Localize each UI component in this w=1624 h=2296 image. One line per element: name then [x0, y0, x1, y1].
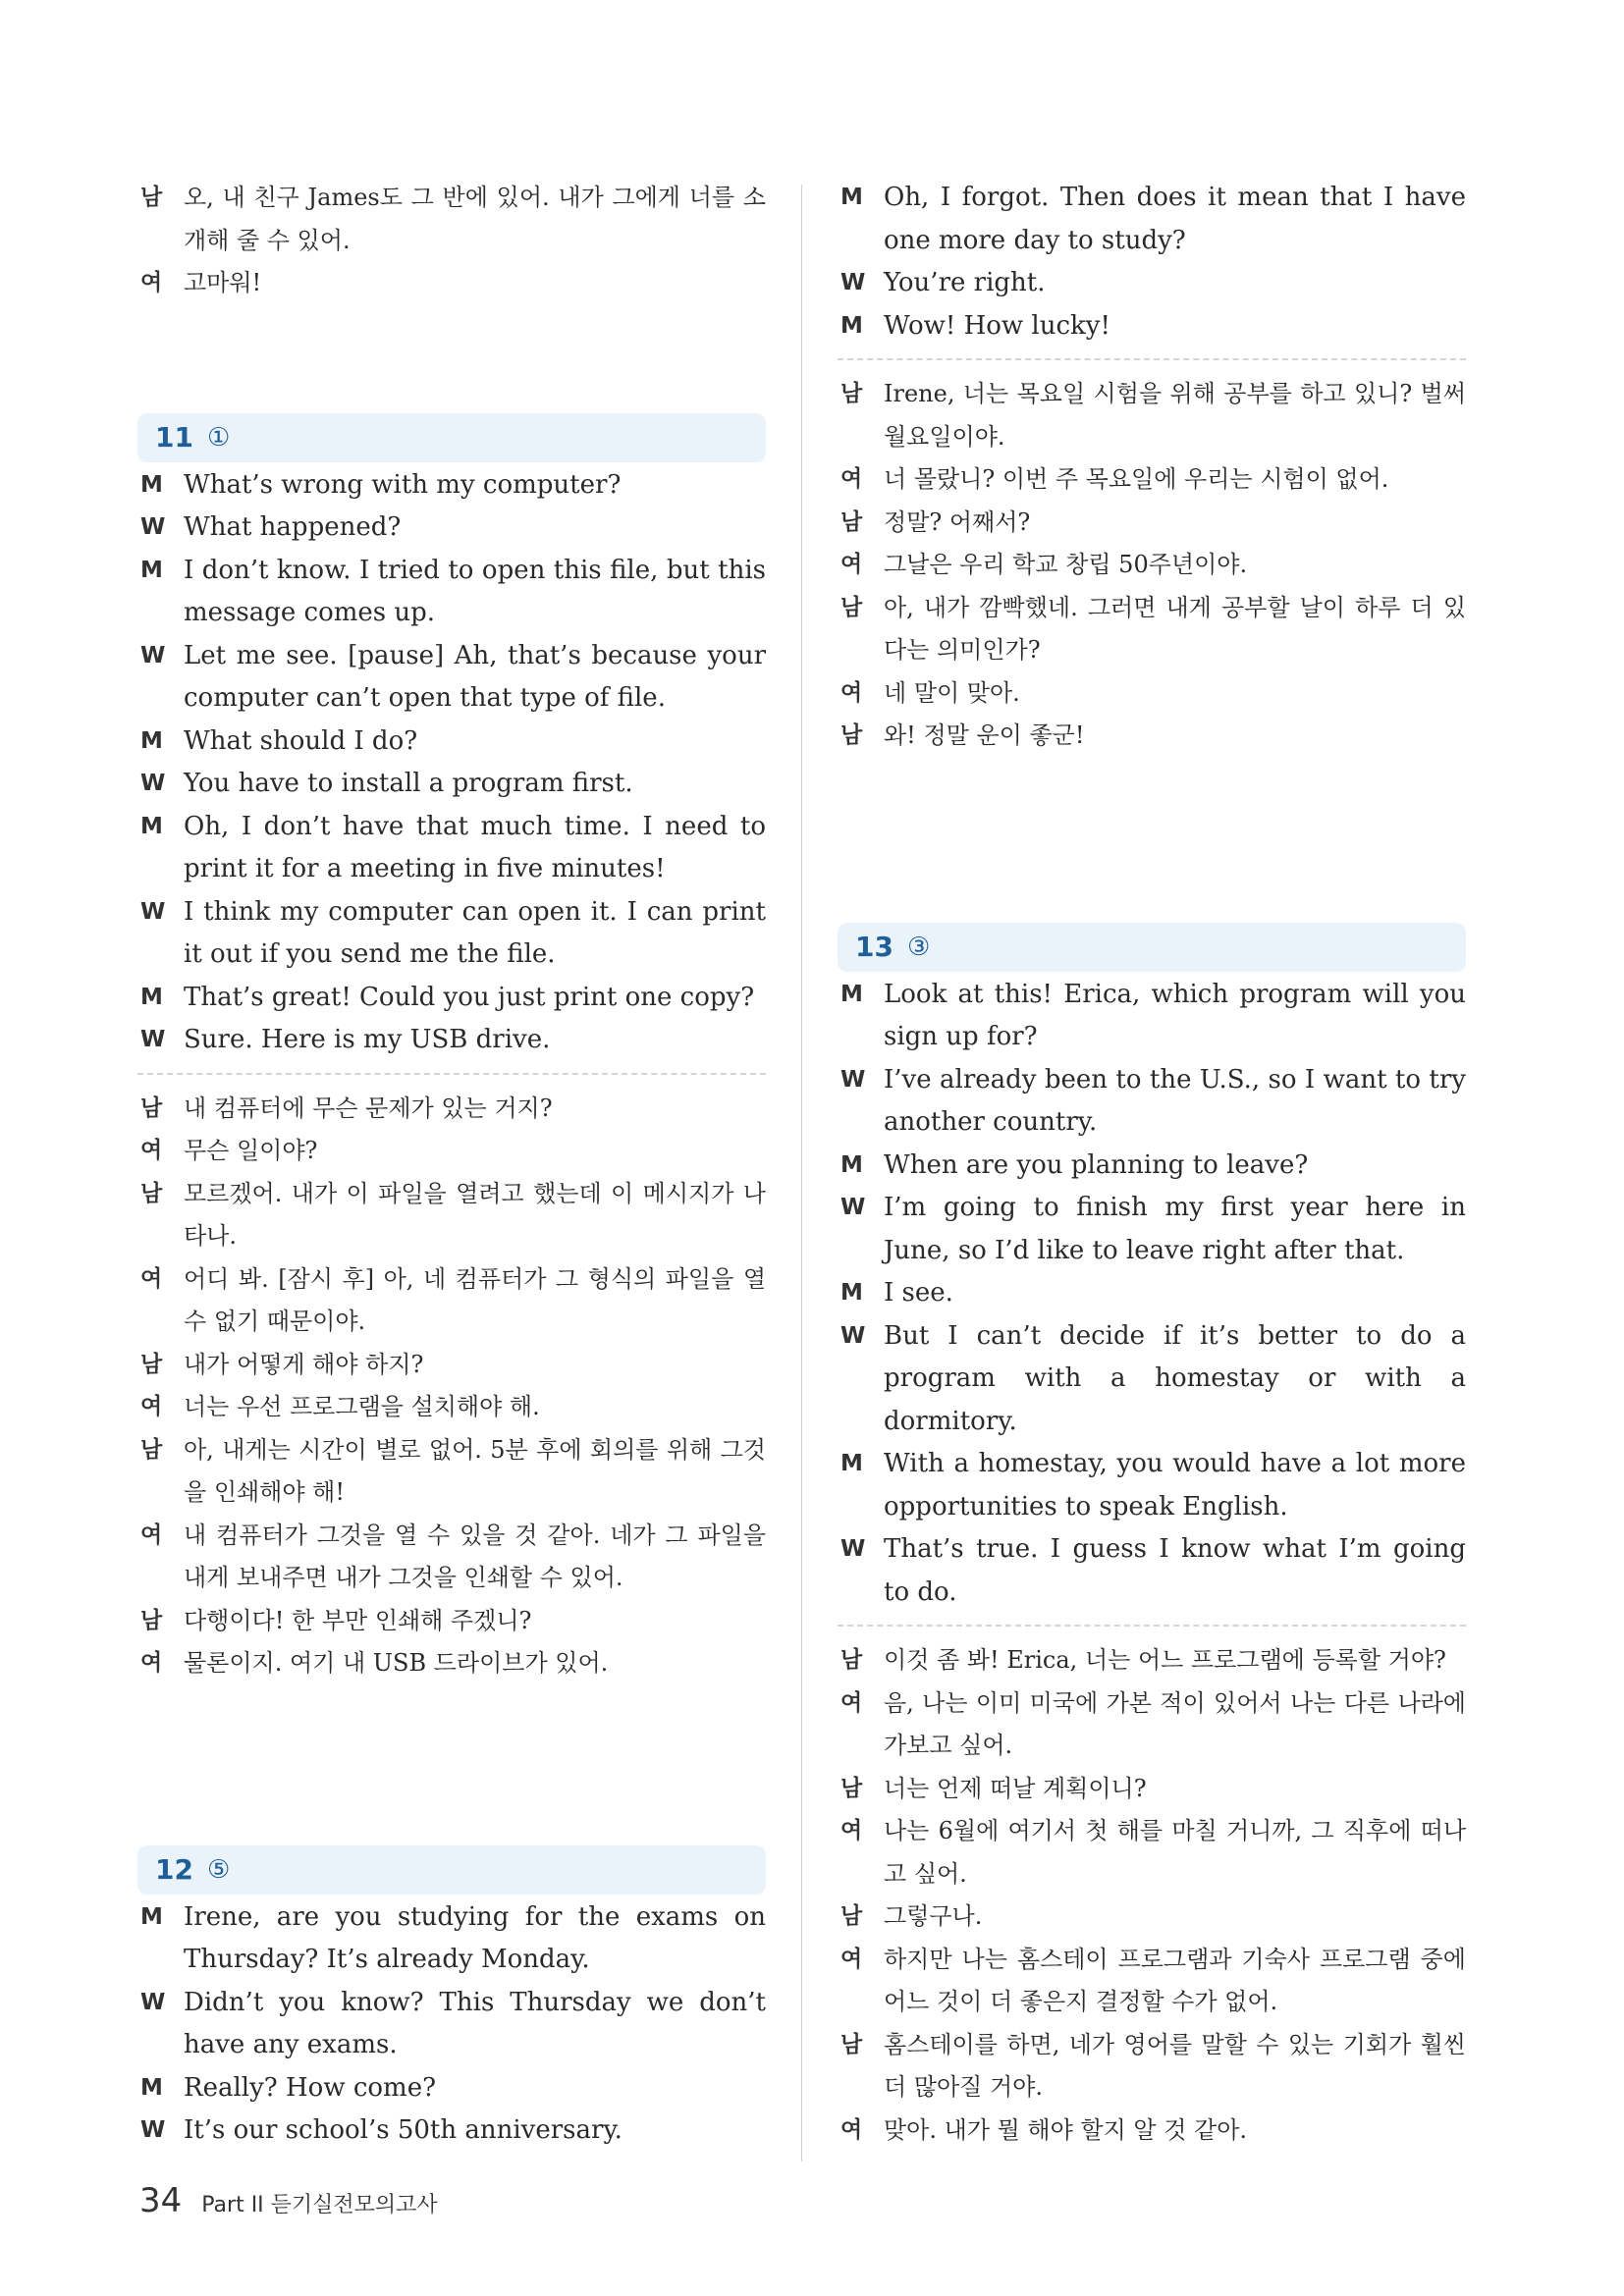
speaker-label: W [140, 2117, 166, 2143]
dialogue-line [137, 507, 766, 550]
dialogue-text: I think my computer can open it. I can print it out if you send me the file. [184, 896, 766, 969]
speaker-label: 남 [840, 381, 863, 406]
speaker-label: M [840, 185, 863, 210]
speaker-label: M [140, 984, 163, 1010]
speaker-label: M [840, 1280, 863, 1306]
dialogue-text: What should I do? [184, 725, 418, 756]
speaker-label: 남 [840, 722, 863, 748]
answer-marker: ⑤ [206, 1854, 231, 1885]
answer-marker: ① [206, 422, 231, 453]
speaker-label: 여 [140, 1138, 163, 1163]
dialogue-text: 네 말이 맞아. [884, 678, 1020, 707]
speaker-label: 남 [840, 1647, 863, 1673]
dialogue-text: Let me see. [pause] Ah, that’s because your computer can’t open that type of file. [184, 640, 766, 713]
dialogue-line [838, 587, 1466, 672]
speaker-label: W [840, 1195, 866, 1220]
dialogue-line [137, 1130, 766, 1173]
speaker-label: 남 [840, 594, 863, 620]
dialogue-text: 아, 내게는 시간이 별로 없어. 5분 후에 회의를 위해 그것을 인쇄해야 해! [184, 1435, 766, 1506]
dialogue-text: That’s true. I guess I know what I’m going to do. [884, 1534, 1466, 1607]
dialogue-line [838, 1528, 1466, 1614]
speaker-label: 여 [140, 1522, 163, 1548]
english-transcript-continued [838, 177, 1466, 347]
dialogue-text: I’ve already been to the U.S., so I want to try another country. [884, 1064, 1466, 1137]
dialogue-line [137, 550, 766, 635]
dialogue-line [838, 1810, 1466, 1896]
dialogue-line [137, 977, 766, 1020]
speaker-label: W [140, 898, 166, 925]
speaker-label: W [140, 642, 166, 668]
dialogue-line [137, 1515, 766, 1600]
dialogue-text: 너는 언제 떠날 계획이니? [884, 1774, 1147, 1802]
speaker-label: M [840, 312, 863, 339]
question-number: 12 [155, 1853, 193, 1886]
dialogue-text: I’m going to finish my first year here in June, so I’d like to leave right after that. [884, 1193, 1466, 1265]
dialogue-text: You’re right. [884, 268, 1046, 297]
dialogue-text: 내가 어떻게 해야 하지? [184, 1350, 424, 1378]
dialogue-text: 아, 내가 깜빡했네. 그러면 내게 공부할 날이 하루 더 있다는 의미인가? [884, 593, 1466, 664]
dialogue-line [838, 2024, 1466, 2109]
dialogue-line [137, 1642, 766, 1685]
dialogue-line [838, 1443, 1466, 1528]
section-divider [838, 358, 1466, 360]
dialogue-line [838, 373, 1466, 458]
question-number: 13 [855, 931, 893, 963]
dialogue-text: 와! 정말 운이 좋군! [884, 721, 1085, 749]
dialogue-text: Really? How come? [184, 2072, 437, 2103]
dialogue-line [838, 1639, 1466, 1682]
dialogue-text: Oh, I don’t have that much time. I need to print it for a meeting in five minutes! [184, 811, 766, 883]
dialogue-text: With a homestay, you would have a lot more opportunities to speak English. [884, 1449, 1466, 1522]
dialogue-text: 어디 봐. [잠시 후] 아, 네 컴퓨터가 그 형식의 파일을 열 수 없기 때문이야. [184, 1264, 766, 1335]
dialogue-line [838, 1939, 1466, 2024]
korean-translation [838, 373, 1466, 758]
dialogue-text: Irene, are you studying for the exams on Thursday? It’s already Monday. [184, 1901, 766, 1974]
speaker-label: 여 [140, 1650, 163, 1676]
dialogue-line [137, 806, 766, 891]
speaker-label: 남 [140, 1180, 163, 1206]
dialogue-text: You have to install a program first. [184, 769, 633, 798]
dialogue-line [137, 1386, 766, 1429]
speaker-label: 여 [140, 270, 163, 295]
speaker-label: 여 [840, 1946, 863, 1972]
section-divider [838, 1625, 1466, 1627]
dialogue-text: 정말? 어째서? [884, 507, 1031, 536]
dialogue-line [838, 1768, 1466, 1811]
speaker-label: W [840, 270, 866, 295]
dialogue-text: 내 컴퓨터에 무슨 문제가 있는 거지? [184, 1094, 553, 1122]
dialogue-text: Didn’t you know? This Thursday we don’t have any exams. [184, 1987, 766, 2059]
dialogue-text: Sure. Here is my USB drive. [184, 1025, 551, 1054]
dialogue-line [137, 891, 766, 977]
speaker-label: 여 [840, 679, 863, 706]
dialogue-text: 그렇구나. [884, 1902, 983, 1930]
dialogue-line [838, 305, 1466, 348]
dialogue-line [838, 974, 1466, 1059]
dialogue-text: 너 몰랐니? 이번 주 목요일에 우리는 시험이 없어. [884, 465, 1389, 493]
speaker-label: W [840, 1066, 866, 1093]
question-header-13 [838, 923, 1466, 972]
dialogue-line [838, 502, 1466, 545]
speaker-label: M [840, 1151, 863, 1178]
dialogue-text: 이것 좀 봐! Erica, 너는 어느 프로그램에 등록할 거야? [884, 1646, 1446, 1674]
dialogue-line [838, 1896, 1466, 1939]
dialogue-line [137, 1600, 766, 1643]
dialogue-line [838, 1315, 1466, 1444]
dialogue-text: 음, 나는 이미 미국에 가본 적이 있어서 나는 다른 나라에 가보고 싶어. [884, 1688, 1466, 1759]
speaker-label: 여 [140, 1265, 163, 1292]
dialogue-text: 너는 우선 프로그램을 설치해야 해. [184, 1393, 540, 1420]
dialogue-text: 나는 6월에 여기서 첫 해를 마칠 거니까, 그 직후에 떠나고 싶어. [884, 1817, 1466, 1888]
speaker-label: M [140, 557, 163, 583]
dialogue-text: Look at this! Erica, which program will you sign up for? [884, 979, 1466, 1051]
dialogue-line [838, 1682, 1466, 1768]
speaker-label: M [840, 981, 863, 1007]
dialogue-text: Oh, I forgot. Then does it mean that I have one more day to study? [884, 183, 1466, 255]
dialogue-line [137, 635, 766, 721]
dialogue-line [137, 1173, 766, 1258]
dialogue-line [137, 262, 766, 305]
dialogue-text: Wow! How lucky! [884, 310, 1110, 341]
speaker-label: W [140, 1989, 166, 2015]
dialogue-text: What’s wrong with my computer? [184, 469, 622, 500]
dialogue-text: Irene, 너는 목요일 시험을 위해 공부를 하고 있니? 벌써 월요일이야. [884, 380, 1466, 451]
speaker-label: M [140, 471, 163, 498]
korean-translation [838, 1639, 1466, 2152]
dialogue-text: 내 컴퓨터가 그것을 열 수 있을 것 같아. 네가 그 파일을 내게 보내주면 내가 그것을 인쇄할 수 있어. [184, 1521, 766, 1591]
speaker-label: M [140, 727, 163, 754]
speaker-label: M [140, 813, 163, 839]
speaker-label: 여 [140, 1394, 163, 1419]
dialogue-text: 물론이지. 여기 내 USB 드라이브가 있어. [184, 1649, 609, 1677]
dialogue-text: 그날은 우리 학교 창립 50주년이야. [884, 551, 1248, 578]
english-transcript [137, 1896, 766, 2153]
speaker-label: 여 [840, 1689, 863, 1716]
dialogue-line [838, 672, 1466, 716]
dialogue-line [137, 1019, 766, 1062]
dialogue-line [137, 2067, 766, 2110]
dialogue-text: What happened? [184, 512, 402, 542]
page-number: 34 [139, 2181, 183, 2220]
dialogue-line [838, 1059, 1466, 1145]
speaker-label: W [840, 1536, 866, 1562]
dialogue-text: 무슨 일이야? [184, 1137, 318, 1164]
dialogue-line [137, 1982, 766, 2067]
speaker-label: 남 [140, 185, 163, 210]
speaker-label: 남 [140, 1095, 163, 1121]
speaker-label: 남 [840, 2031, 863, 2057]
dialogue-text: 하지만 나는 홈스테이 프로그램과 기숙사 프로그램 중에 어느 것이 더 좋은지 결정할 수가 없어. [884, 1945, 1466, 2015]
speaker-label: W [140, 771, 166, 796]
section-divider [137, 1073, 766, 1075]
dialogue-line [137, 2109, 766, 2153]
dialogue-line [838, 2109, 1466, 2153]
right-column [838, 177, 1466, 2152]
speaker-label: 남 [140, 1351, 163, 1377]
speaker-label: M [840, 1451, 863, 1476]
speaker-label: 남 [840, 1775, 863, 1801]
dialogue-line [838, 1272, 1466, 1315]
top-korean-block [137, 177, 766, 305]
korean-translation [137, 1088, 766, 1685]
dialogue-text: I don’t know. I tried to open this file, but this message comes up. [184, 555, 766, 627]
dialogue-line [137, 1344, 766, 1387]
dialogue-text: 모르겠어. 내가 이 파일을 열려고 했는데 이 메시지가 나타나. [184, 1179, 766, 1250]
dialogue-line [137, 1088, 766, 1131]
dialogue-line [838, 1187, 1466, 1272]
dialogue-line [137, 1896, 766, 1982]
column-divider [801, 185, 802, 2162]
dialogue-text: That’s great! Could you just print one copy? [184, 982, 755, 1012]
dialogue-text: 홈스테이를 하면, 네가 영어를 말할 수 있는 기회가 훨씬 더 많아질 거야. [884, 2030, 1466, 2101]
question-header-11 [137, 413, 766, 462]
dialogue-line [137, 177, 766, 262]
speaker-label: W [140, 514, 166, 540]
dialogue-text: I see. [884, 1278, 953, 1308]
dialogue-text: 맞아. 내가 뭘 해야 할지 알 것 같아. [884, 2115, 1248, 2144]
speaker-label: 여 [840, 2116, 863, 2143]
dialogue-text: It’s our school’s 50th anniversary. [184, 2115, 623, 2145]
speaker-label: W [840, 1322, 866, 1349]
english-transcript [838, 974, 1466, 1615]
speaker-label: 남 [140, 1436, 163, 1463]
speaker-label: M [140, 1903, 163, 1930]
dialogue-line [838, 1145, 1466, 1188]
dialogue-line [838, 177, 1466, 262]
dialogue-line [137, 1429, 766, 1515]
answer-marker: ③ [906, 932, 931, 962]
dialogue-line [838, 458, 1466, 502]
left-column [137, 177, 766, 2153]
dialogue-text: But I can’t decide if it’s better to do a program with a homestay or with a dormitory. [884, 1320, 1466, 1436]
speaker-label: M [140, 2074, 163, 2101]
speaker-label: 여 [840, 1818, 863, 1843]
speaker-label: 여 [840, 552, 863, 577]
dialogue-text: 오, 내 친구 James도 그 반에 있어. 내가 그에게 너를 소개해 줄 수 있어. [184, 184, 766, 254]
dialogue-line [838, 544, 1466, 587]
section-title: Part II 듣기실전모의고사 [201, 2193, 438, 2217]
dialogue-line [838, 262, 1466, 305]
dialogue-line [137, 1258, 766, 1344]
dialogue-text: 다행이다! 한 부만 인쇄해 주겠니? [184, 1606, 532, 1634]
dialogue-text: When are you planning to leave? [884, 1149, 1309, 1180]
question-number: 11 [155, 421, 193, 454]
page-footer [139, 2181, 438, 2220]
english-transcript [137, 464, 766, 1062]
question-header-12 [137, 1845, 766, 1895]
speaker-label: 여 [840, 466, 863, 492]
dialogue-line [137, 464, 766, 507]
dialogue-line [137, 763, 766, 806]
dialogue-line [137, 721, 766, 764]
speaker-label: 남 [840, 1903, 863, 1929]
dialogue-line [838, 715, 1466, 758]
speaker-label: 남 [140, 1607, 163, 1633]
speaker-label: W [140, 1027, 166, 1052]
speaker-label: 남 [840, 508, 863, 535]
dialogue-text: 고마워! [184, 269, 262, 296]
